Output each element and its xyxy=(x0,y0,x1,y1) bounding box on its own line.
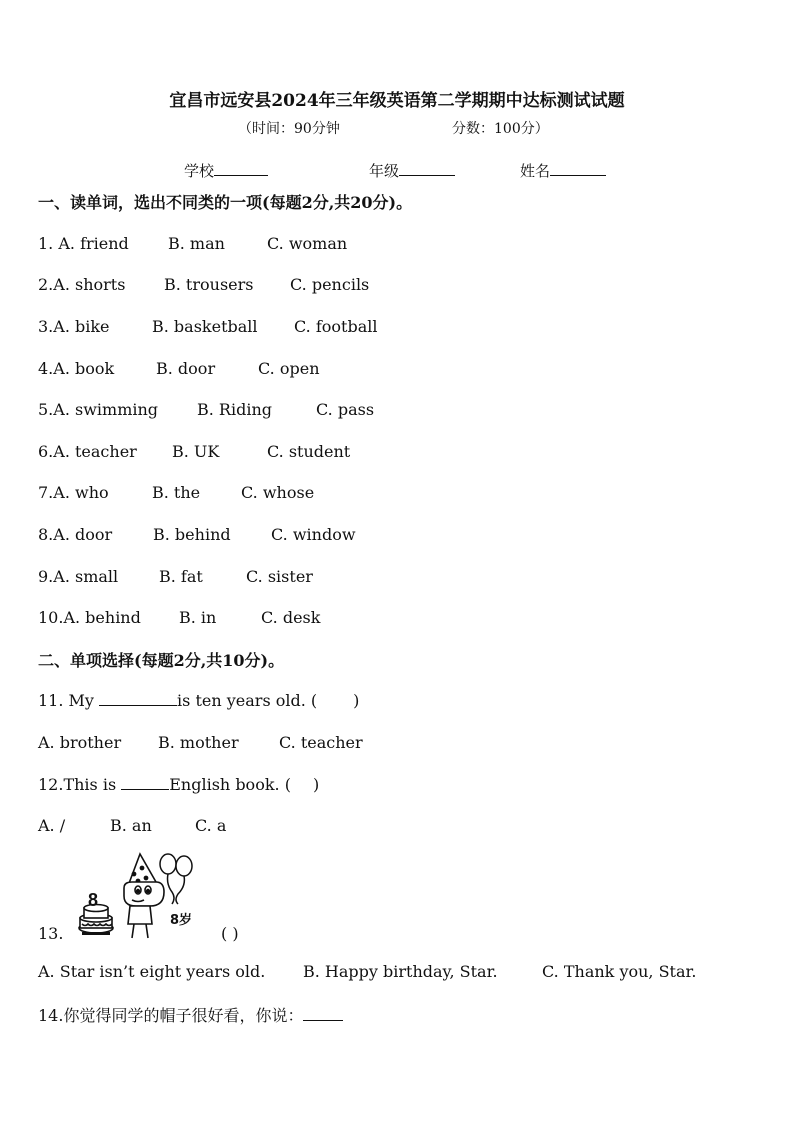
page-title: 宜昌市远安县2024年三年级英语第二学期期中达标测试试题 xyxy=(169,91,625,111)
q12-b: B. an xyxy=(110,816,152,835)
school-field xyxy=(184,160,268,181)
q12-stem xyxy=(38,775,319,794)
q2-c: C. pencils xyxy=(290,275,370,294)
q9-c: C. sister xyxy=(246,567,313,586)
q6-a: 6.A. teacher xyxy=(38,442,137,461)
q11-b: B. mother xyxy=(158,733,239,752)
q12-close: ) xyxy=(312,775,320,794)
q9-b: B. fat xyxy=(159,567,203,586)
q3-c: C. football xyxy=(294,317,378,336)
section-2-heading: 二、单项选择(每题2分,共10分)。 xyxy=(38,651,285,670)
q10-c: C. desk xyxy=(261,608,321,627)
q9-a: 9.A. small xyxy=(38,567,119,586)
q10-b: B. in xyxy=(179,608,217,627)
q11-a: A. brother xyxy=(38,733,122,752)
q5-c: C. pass xyxy=(316,400,375,419)
q12-post: English book. ( xyxy=(169,775,291,794)
grade-blank[interactable] xyxy=(399,161,455,176)
name-blank[interactable] xyxy=(550,161,606,176)
q13-a: A. Star isn’t eight years old. xyxy=(38,962,266,981)
q4-b: B. door xyxy=(156,359,216,378)
age-label: 8岁 xyxy=(170,913,193,928)
q14-text: 14.你觉得同学的帽子很好看，你说： xyxy=(38,1006,304,1025)
q2-b: B. trousers xyxy=(164,275,254,294)
grade-field xyxy=(369,160,455,181)
section-1-heading: 一、读单词，选出不同类的一项(每题2分,共20分)。 xyxy=(38,193,413,212)
q7-a: 7.A. who xyxy=(38,483,109,502)
birthday-illustration xyxy=(76,848,200,942)
school-blank[interactable] xyxy=(214,161,268,176)
q8-c: C. window xyxy=(271,525,356,544)
q12-a: A. / xyxy=(38,816,66,835)
grade-label: 年级 xyxy=(369,162,400,180)
name-field xyxy=(520,160,606,181)
q5-a: 5.A. swimming xyxy=(38,400,159,419)
q13-answer-paren[interactable]: ( ) xyxy=(221,924,239,943)
q11-post: is ten years old. ( xyxy=(177,691,318,710)
q10-a: 10.A. behind xyxy=(38,608,141,627)
balloons-icon xyxy=(160,854,192,904)
q11-stem xyxy=(38,691,359,710)
q14-stem xyxy=(38,1003,343,1026)
q12-blank[interactable] xyxy=(121,775,169,790)
q7-c: C. whose xyxy=(241,483,315,502)
q11-blank[interactable] xyxy=(99,691,177,706)
q5-b: B. Riding xyxy=(197,400,272,419)
q4-a: 4.A. book xyxy=(38,359,115,378)
q1-c: C. woman xyxy=(267,234,348,253)
q3-a: 3.A. bike xyxy=(38,317,110,336)
q13-c: C. Thank you, Star. xyxy=(542,962,697,981)
q3-b: B. basketball xyxy=(152,317,258,336)
q1-b: B. man xyxy=(168,234,225,253)
q12-pre: 12.This is xyxy=(38,775,122,794)
q13-b: B. Happy birthday, Star. xyxy=(303,962,498,981)
q7-b: B. the xyxy=(152,483,201,502)
q8-a: 8.A. door xyxy=(38,525,113,544)
q6-c: C. student xyxy=(267,442,351,461)
q1-a: 1. A. friend xyxy=(38,234,129,253)
q13-number: 13. xyxy=(38,924,64,943)
q8-b: B. behind xyxy=(153,525,231,544)
name-label: 姓名 xyxy=(520,162,551,180)
q4-c: C. open xyxy=(258,359,320,378)
school-label: 学校 xyxy=(184,162,215,180)
q14-blank[interactable] xyxy=(303,1006,343,1021)
q6-b: B. UK xyxy=(172,442,220,461)
q12-c: C. a xyxy=(195,816,227,835)
q2-a: 2.A. shorts xyxy=(38,275,126,294)
cake-number: 8 xyxy=(88,890,99,910)
q11-c: C. teacher xyxy=(279,733,363,752)
character-icon xyxy=(124,854,164,938)
exam-time: （时间：90分钟 xyxy=(238,121,340,137)
q11-pre: 11. My xyxy=(38,691,100,710)
birthday-picture-icon xyxy=(76,848,200,942)
q11-close: ) xyxy=(353,691,360,710)
exam-score: 分数：100分） xyxy=(452,121,549,137)
